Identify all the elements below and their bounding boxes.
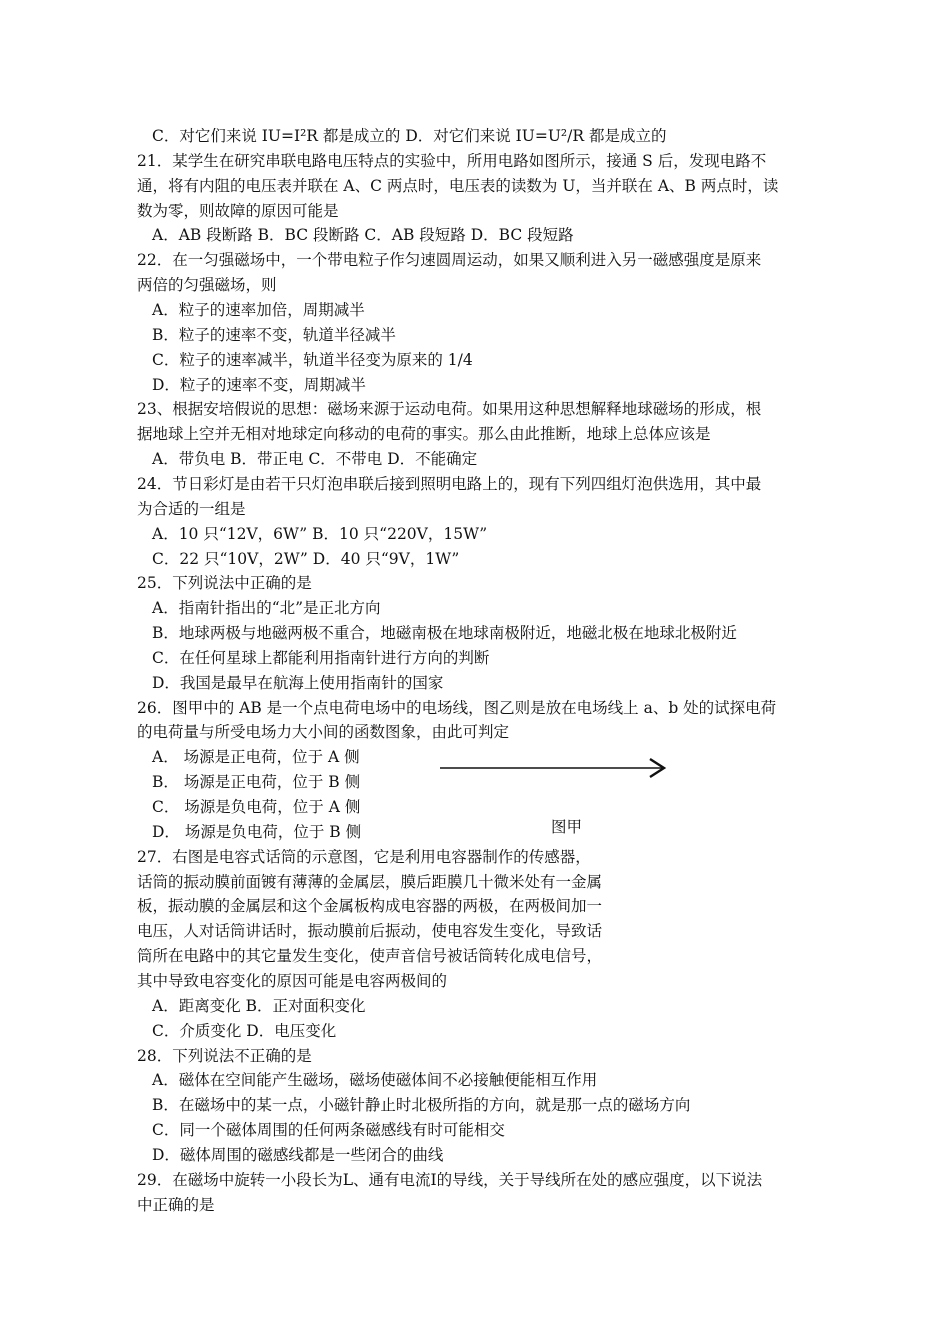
question-line: 21．某学生在研究串联电路电压特点的实验中，所用电路如图所示，接通 S 后，发现电路不 [137, 151, 767, 170]
answer-option: A．粒子的速率加倍，周期减半 [152, 301, 365, 319]
answer-option: A．指南针指出的“北”是正北方向 [152, 599, 381, 618]
answer-option: B．粒子的速率不变，轨道半径减半 [152, 325, 396, 344]
question-line: 电压，人对话筒讲话时，振动膜前后振动，使电容发生变化，导致话 [137, 922, 603, 941]
answer-option: B．地球两极与地磁两极不重合，地磁南极在地球南极附近，地磁北极在地球北极附近 [152, 624, 737, 642]
question-line: 话筒的振动膜前面镀有薄薄的金属层，膜后距膜几十微米处有一金属 [137, 872, 603, 891]
answer-option: A．AB 段断路 B．BC 段断路 C．AB 段短路 D．BC 段短路 [152, 226, 574, 245]
question-line: 两倍的匀强磁场，则 [137, 276, 277, 295]
answer-option: C．粒子的速率减半，轨道半径变为原来的 1/4 [152, 350, 473, 369]
answer-option: A．距离变化 B．正对面积变化 [152, 996, 366, 1015]
question-line: 通，将有内阻的电压表并联在 A、C 两点时，电压表的读数为 U，当并联在 A、B 两点时，读 [137, 176, 779, 195]
answer-option: C． 场源是负电荷，位于 A 侧 [152, 798, 361, 816]
answer-option: C．22 只“10V，2W” D．40 只“9V，1W” [152, 549, 460, 568]
answer-option: B．在磁场中的某一点，小磁针静止时北极所指的方向，就是那一点的磁场方向 [152, 1096, 691, 1115]
question-line: 板，振动膜的金属层和这个金属板构成电容器的两极，在两极间加一 [137, 897, 603, 916]
question-line: 24．节日彩灯是由若干只灯泡串联后接到照明电路上的，现有下列四组灯泡供选用，其中最 [137, 474, 762, 493]
answer-option: A．带负电 B．带正电 C．不带电 D．不能确定 [152, 450, 478, 469]
answer-option: C．在任何星球上都能利用指南针进行方向的判断 [152, 648, 490, 667]
question-line: 其中导致电容变化的原因可能是电容两极间的 [137, 971, 448, 990]
answer-option: D．粒子的速率不变，周期减半 [152, 375, 366, 394]
answer-option: D． 场源是负电荷，位于 B 侧 [152, 822, 362, 841]
electric-field-line-arrow [440, 754, 670, 782]
question-line: 22．在一匀强磁场中，一个带电粒子作匀速圆周运动，如果又顺利进入另一磁感强度是原来 [137, 251, 762, 270]
answer-option: A．10 只“12V，6W” B．10 只“220V，15W” [152, 524, 488, 543]
question-line: 23、根据安培假说的思想：磁场来源于运动电荷。如果用这种思想解释地球磁场的形成，根 [137, 400, 762, 419]
answer-option: B． 场源是正电荷，位于 B 侧 [152, 773, 361, 792]
question-line: 中正确的是 [137, 1195, 215, 1214]
question-line: 25．下列说法中正确的是 [137, 574, 312, 593]
answer-option: D．我国是最早在航海上使用指南针的国家 [152, 673, 444, 692]
answer-option: C．同一个磁体周围的任何两条磁感线有时可能相交 [152, 1121, 505, 1139]
question-line: 28．下列说法不正确的是 [137, 1046, 312, 1065]
figure-label: 图甲 [551, 818, 583, 836]
answer-option: C．对它们来说 IU=I²R 都是成立的 D．对它们来说 IU=U²/R 都是成立的 [152, 127, 667, 145]
answer-option: A． 场源是正电荷，位于 A 侧 [152, 748, 360, 767]
question-line: 的电荷量与所受电场力大小间的函数图象，由此可判定 [137, 723, 510, 742]
question-line: 据地球上空并无相对地球定向移动的电荷的事实。那么由此推断，地球上总体应该是 [137, 425, 711, 444]
question-line: 27．右图是电容式话筒的示意图，它是利用电容器制作的传感器， [137, 847, 591, 866]
answer-option: C．介质变化 D．电压变化 [152, 1021, 337, 1040]
question-line: 为合适的一组是 [137, 499, 246, 518]
answer-option: D．磁体周围的磁感线都是一些闭合的曲线 [152, 1145, 444, 1164]
question-line: 数为零，则故障的原因可能是 [137, 201, 339, 220]
answer-option: A．磁体在空间能产生磁场，磁场使磁体间不必接触便能相互作用 [152, 1071, 598, 1090]
question-line: 筒所在电路中的其它量发生变化，使声音信号被话筒转化成电信号， [137, 947, 603, 966]
question-line: 26．图甲中的 AB 是一个点电荷电场中的电场线，图乙则是放在电场线上 a、b 处的试探电荷 [137, 698, 777, 717]
question-line: 29．在磁场中旋转一小段长为L、通有电流I的导线，关于导线所在处的感应强度，以下说法 [137, 1170, 763, 1189]
